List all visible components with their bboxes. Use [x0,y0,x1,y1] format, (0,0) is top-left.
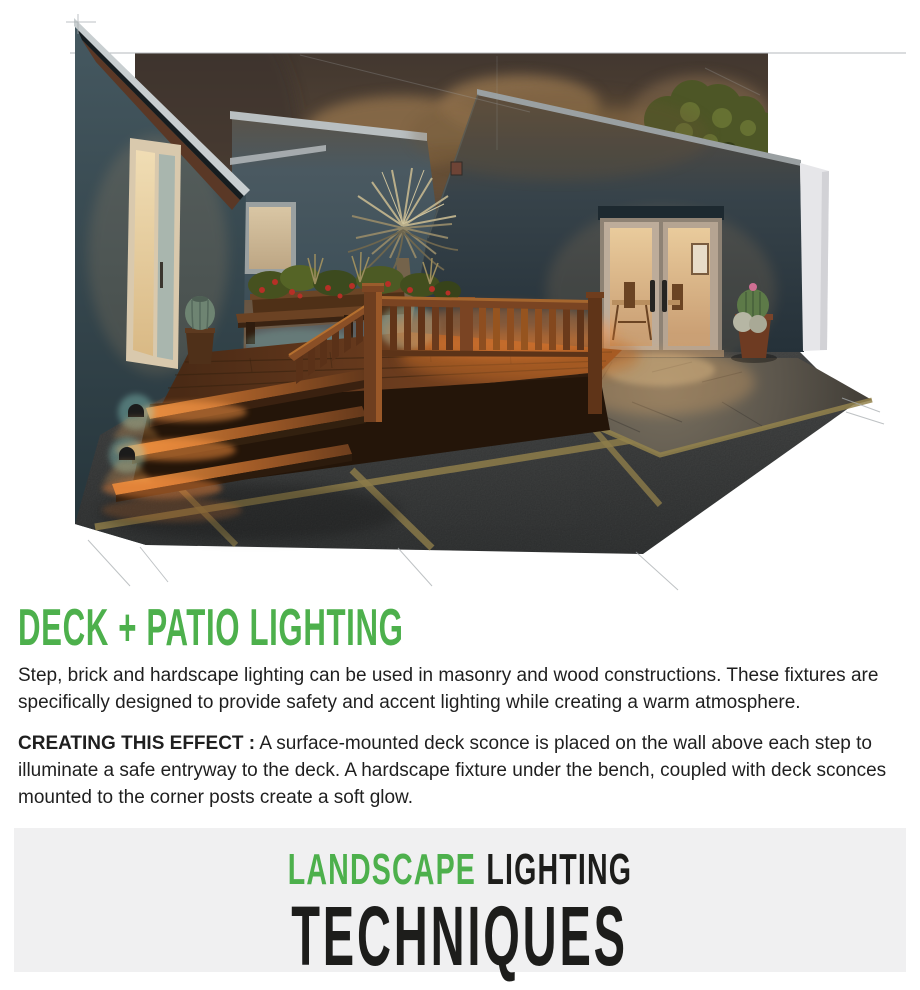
cactus-flower [749,283,757,291]
white-side-wall [800,163,829,351]
door-handle [650,280,655,312]
barrel-cactus-on-deck [185,296,215,364]
series-footer [14,828,906,983]
railing-corner-post [362,283,384,422]
picture-frame [692,244,708,274]
article [18,599,904,811]
door-handle [160,262,163,288]
series-word-landscape: LANDSCAPE [287,845,477,894]
door-handle [662,280,667,312]
french-doors [598,206,724,358]
intro-paragraph: Step, brick and hardscape lighting can be used in masonry and wood constructions. These fixtures are specifically designed to provide safety and accent lighting while creating a warm atmosphere. [18,665,879,713]
effect-text: A surface-mounted deck sconce is placed on the wall above each step to illuminate a safe entryway to the deck. A hardscape fixture under the bench, coupled with deck sconces mounted to the corner posts create a soft glow. [18,733,887,808]
page-title: DECK + PATIO LIGHTING [18,599,404,657]
patio-door [126,138,181,369]
series-word-lighting: LIGHTING [486,845,633,894]
series-title: TECHNIQUES [291,889,629,983]
wall-vent [451,162,462,175]
railing-mid-post [460,300,473,356]
railing-end-post [586,292,604,414]
lit-window [244,202,296,274]
effect-label: CREATING THIS EFFECT : [18,733,256,754]
effect-paragraph [18,730,904,811]
series-subtitle [195,845,725,894]
